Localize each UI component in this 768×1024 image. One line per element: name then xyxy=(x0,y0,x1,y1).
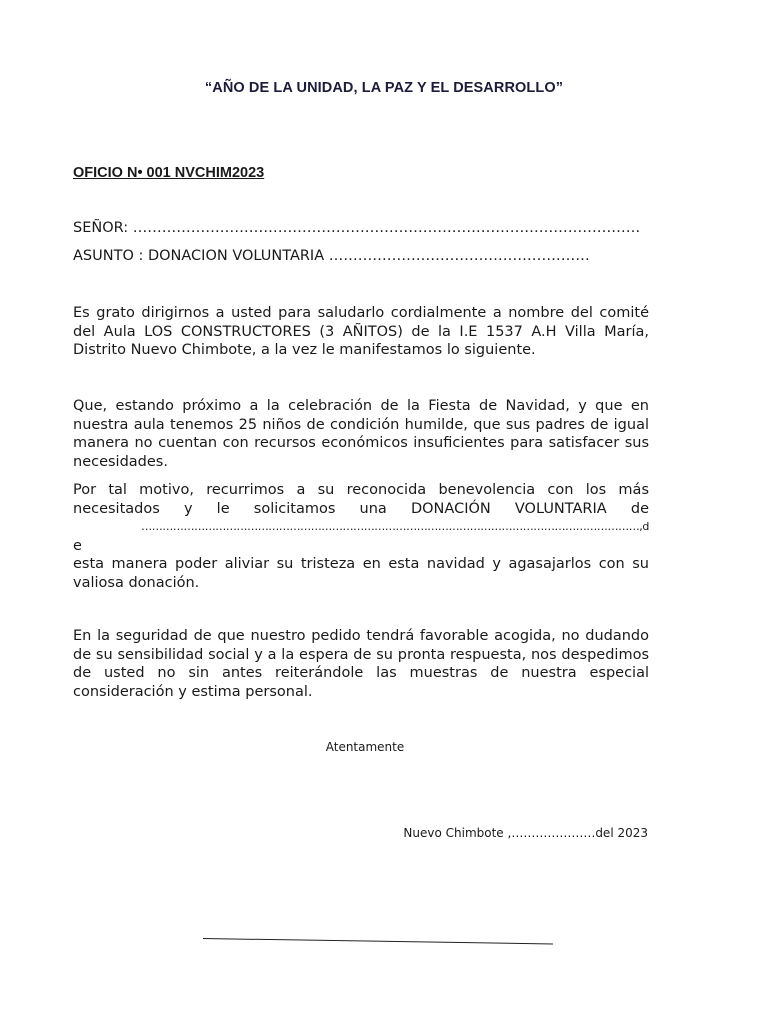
oficio-number: OFICIO N• 001 NVCHIM2023 xyxy=(73,165,265,181)
paragraph-request-e: e xyxy=(73,537,82,554)
closing-text: Atentamente xyxy=(325,740,405,754)
paragraph-request-start: Por tal motivo, recurrimos a su reconocida benevolencia con los más necesitados y le solicitamos una DONACIÓN VOLUNTARIA de xyxy=(73,482,649,517)
paragraph-farewell-text: En la seguridad de que nuestro pedido tendrá favorable acogida, no dudando de su sensibilidad social y a la espera de su pronta respuesta, nos despedimos de usted no sin antes reiterándole las muestras de nuestra especial consideración y estima personal. xyxy=(73,628,649,700)
paragraph-context-text: Que, estando próximo a la celebración de la Fiesta de Navidad, y que en nuestra aula tenemos 25 niños de condición humilde, que sus padres de igual manera no cuentan con recursos económicos insuficientes para satisfacer sus necesidades. xyxy=(73,398,649,470)
paragraph-greeting-text: Es grato dirigirnos a usted para saludarlo cordialmente a nombre del comité del Aula LOS CONSTRUCTORES (3 AÑITOS) de la I.E 1537 A.H Villa María, Distrito Nuevo Chimbote, a la vez le manifestamos lo siguiente. xyxy=(73,305,649,358)
place-date: Nuevo Chimbote ,…………………del 2023 xyxy=(403,826,648,840)
paragraph-context xyxy=(73,397,649,471)
signature-line xyxy=(203,938,553,944)
paragraph-request xyxy=(73,481,649,592)
paragraph-greeting xyxy=(73,304,649,360)
paragraph-request-end: esta manera poder aliviar su tristeza en esta navidad y agasajarlos con su valiosa donación. xyxy=(73,556,649,591)
paragraph-request-blank: ……………………………………………………………………………………………………………………………,d xyxy=(141,520,649,533)
paragraph-farewell xyxy=(73,627,649,701)
subject-line: ASUNTO : DONACION VOLUNTARIA ……………………………………………… xyxy=(73,248,590,264)
recipient-line: SEÑOR: …………………………………………………………………………………………… xyxy=(73,220,641,236)
document-motto: “AÑO DE LA UNIDAD, LA PAZ Y EL DESARROLLO” xyxy=(204,80,564,96)
